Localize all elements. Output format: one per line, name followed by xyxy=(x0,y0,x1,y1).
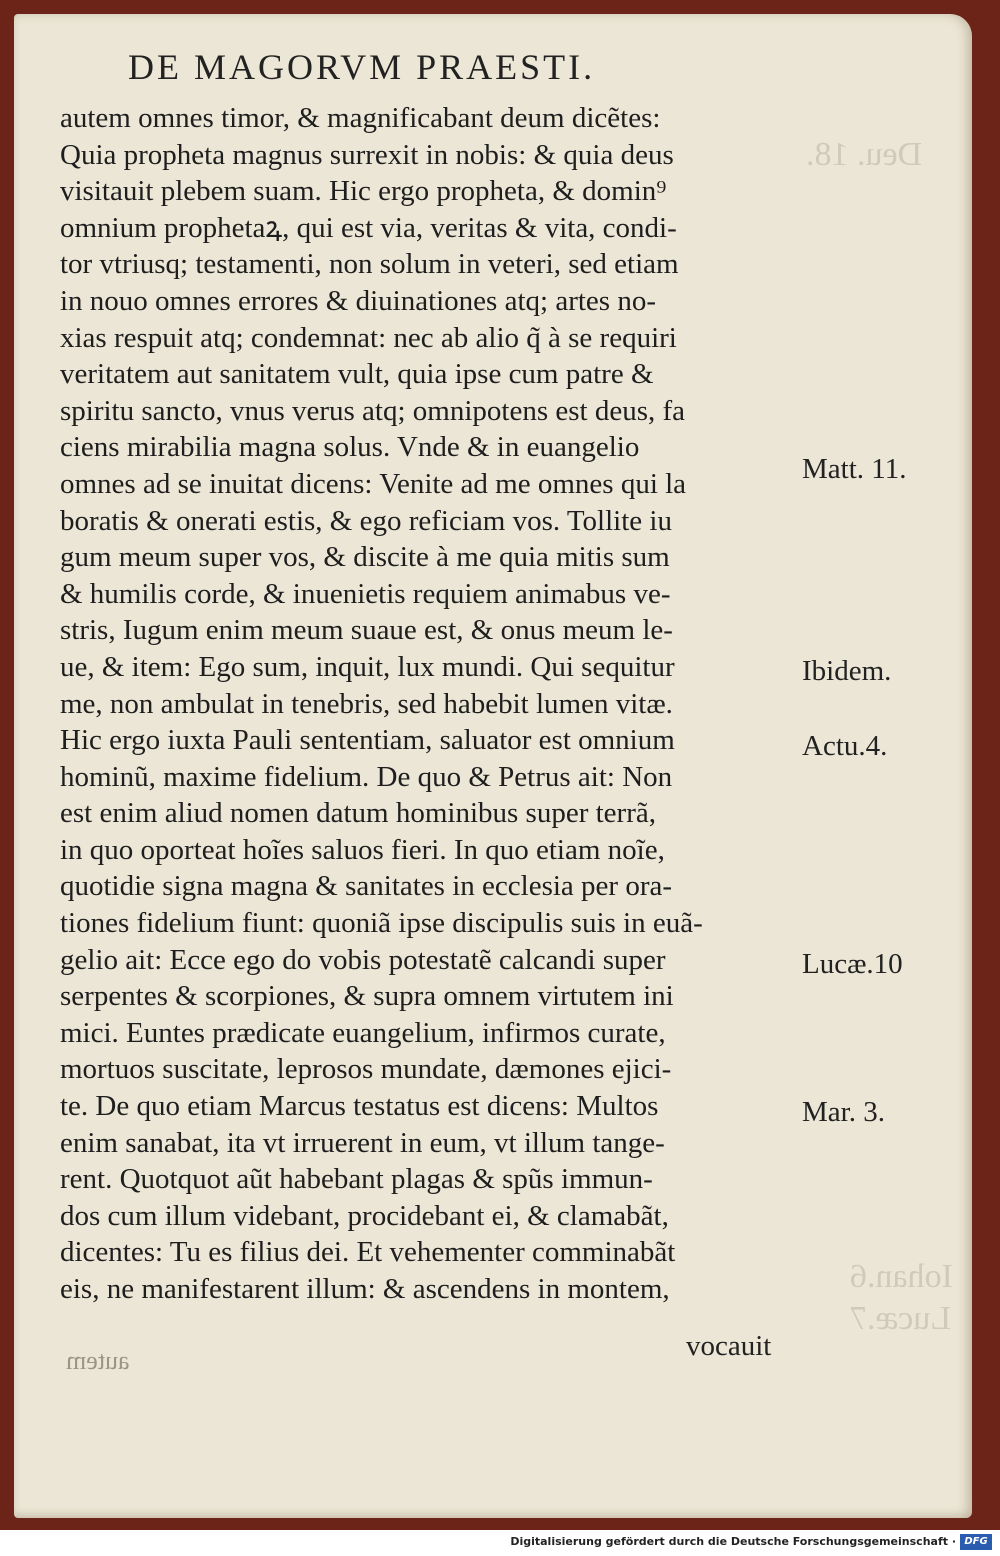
text-line: enim sanabat, ita vt irruerent in eum, vt illum tange- xyxy=(60,1126,665,1159)
text-line: omnes ad se inuitat dicens: Venite ad me omnes qui la xyxy=(60,467,687,500)
dfg-logo: DFG xyxy=(960,1534,992,1550)
show-through: Deu. 18. xyxy=(806,136,923,173)
text-line: in nouo omnes errores & diuinationes atq; artes no- xyxy=(60,284,656,317)
text-line: xias respuit atq; condemnat: nec ab alio q̃ à se requiri xyxy=(60,321,677,354)
text-line: dicentes: Tu es filius dei. Et vehementer comminabãt xyxy=(60,1236,676,1269)
text-line: boratis & onerati estis, & ego reficiam vos. Tollite iu xyxy=(60,504,672,537)
text-line: autem omnes timor, & magnificabant deum dicẽtes: xyxy=(60,102,661,134)
text-line: tiones fidelium fiunt: quoniã ipse discipulis suis in euã- xyxy=(60,907,703,940)
text-line: in quo oporteat hoĩes saluos fieri. In quo etiam noĩe, xyxy=(60,833,665,866)
text-line: ciens mirabilia magna solus. Vnde & in euangelio xyxy=(60,431,640,464)
marginal-note: Ibidem. xyxy=(802,655,892,687)
text-line: gelio ait: Ecce ego do vobis potestatẽ calcandi super xyxy=(60,943,666,976)
text-line: gum meum super vos, & discite à me quia mitis sum xyxy=(60,541,670,574)
text-line: rent. Quotquot aũt habebant plagas & spũs immun- xyxy=(60,1163,653,1196)
text-line: eis, ne manifestarent illum: & ascendens in montem, xyxy=(60,1273,670,1305)
text-line: Quia propheta magnus surrexit in nobis: & quia deus xyxy=(60,138,674,171)
text-line: omnium prophetaꝝ, qui est via, veritas & vita, condi- xyxy=(60,211,677,244)
show-through: autem xyxy=(66,1346,130,1375)
footer-credit: Digitalisierung gefördert durch die Deutsche Forschungsgemeinschaft · xyxy=(510,1535,956,1548)
text-line: veritatem aut sanitatem vult, quia ipse cum patre & xyxy=(60,358,654,391)
text-line: tor vtriusq; testamenti, non solum in veteri, sed etiam xyxy=(60,248,679,281)
catchword: vocauit xyxy=(686,1330,772,1362)
marginal-note: Actu.4. xyxy=(802,730,888,762)
text-line: quotidie signa magna & sanitates in ecclesia per ora- xyxy=(60,870,673,903)
running-header: DE MAGORVM PRAESTI. xyxy=(128,47,596,87)
text-line: me, non ambulat in tenebris, sed habebit lumen vitæ. xyxy=(60,687,673,720)
marginal-note: Lucæ.10 xyxy=(802,948,903,980)
text-line: est enim aliud nomen datum hominibus super terrã, xyxy=(60,797,656,830)
text-line: stris, Iugum enim meum suaue est, & onus meum le- xyxy=(60,614,673,647)
marginal-note: Matt. 11. xyxy=(802,453,907,485)
text-line: visitauit plebem suam. Hic ergo propheta, & domin⁹ xyxy=(60,175,667,208)
text-line: mortuos suscitate, leprosos mundate, dæmones ejici- xyxy=(60,1053,672,1086)
text-line: spiritu sancto, vnus verus atq; omnipotens est deus, fa xyxy=(60,394,686,427)
text-line: & humilis corde, & inuenietis requiem animabus ve- xyxy=(60,577,671,610)
marginal-note: Mar. 3. xyxy=(802,1096,885,1128)
text-line: ue, & item: Ego sum, inquit, lux mundi. Qui sequitur xyxy=(60,650,675,683)
text-line: serpentes & scorpiones, & supra omnem virtutem ini xyxy=(60,980,674,1013)
text-line: mici. Euntes prædicate euangelium, infirmos curate, xyxy=(60,1016,666,1049)
text-line: te. De quo etiam Marcus testatus est dicens: Multos xyxy=(60,1090,659,1123)
show-through: Lucæ.7 xyxy=(850,1300,952,1337)
text-line: Hic ergo iuxta Pauli sententiam, saluator est omnium xyxy=(60,724,675,757)
digitization-footer xyxy=(0,1530,1000,1556)
text-line: hominũ, maxime fidelium. De quo & Petrus ait: Non xyxy=(60,760,673,793)
show-through: Iohan.6 xyxy=(850,1258,953,1295)
text-line: dos cum illum videbant, procidebant ei, & clamabãt, xyxy=(60,1199,669,1232)
body-text xyxy=(60,100,800,1308)
